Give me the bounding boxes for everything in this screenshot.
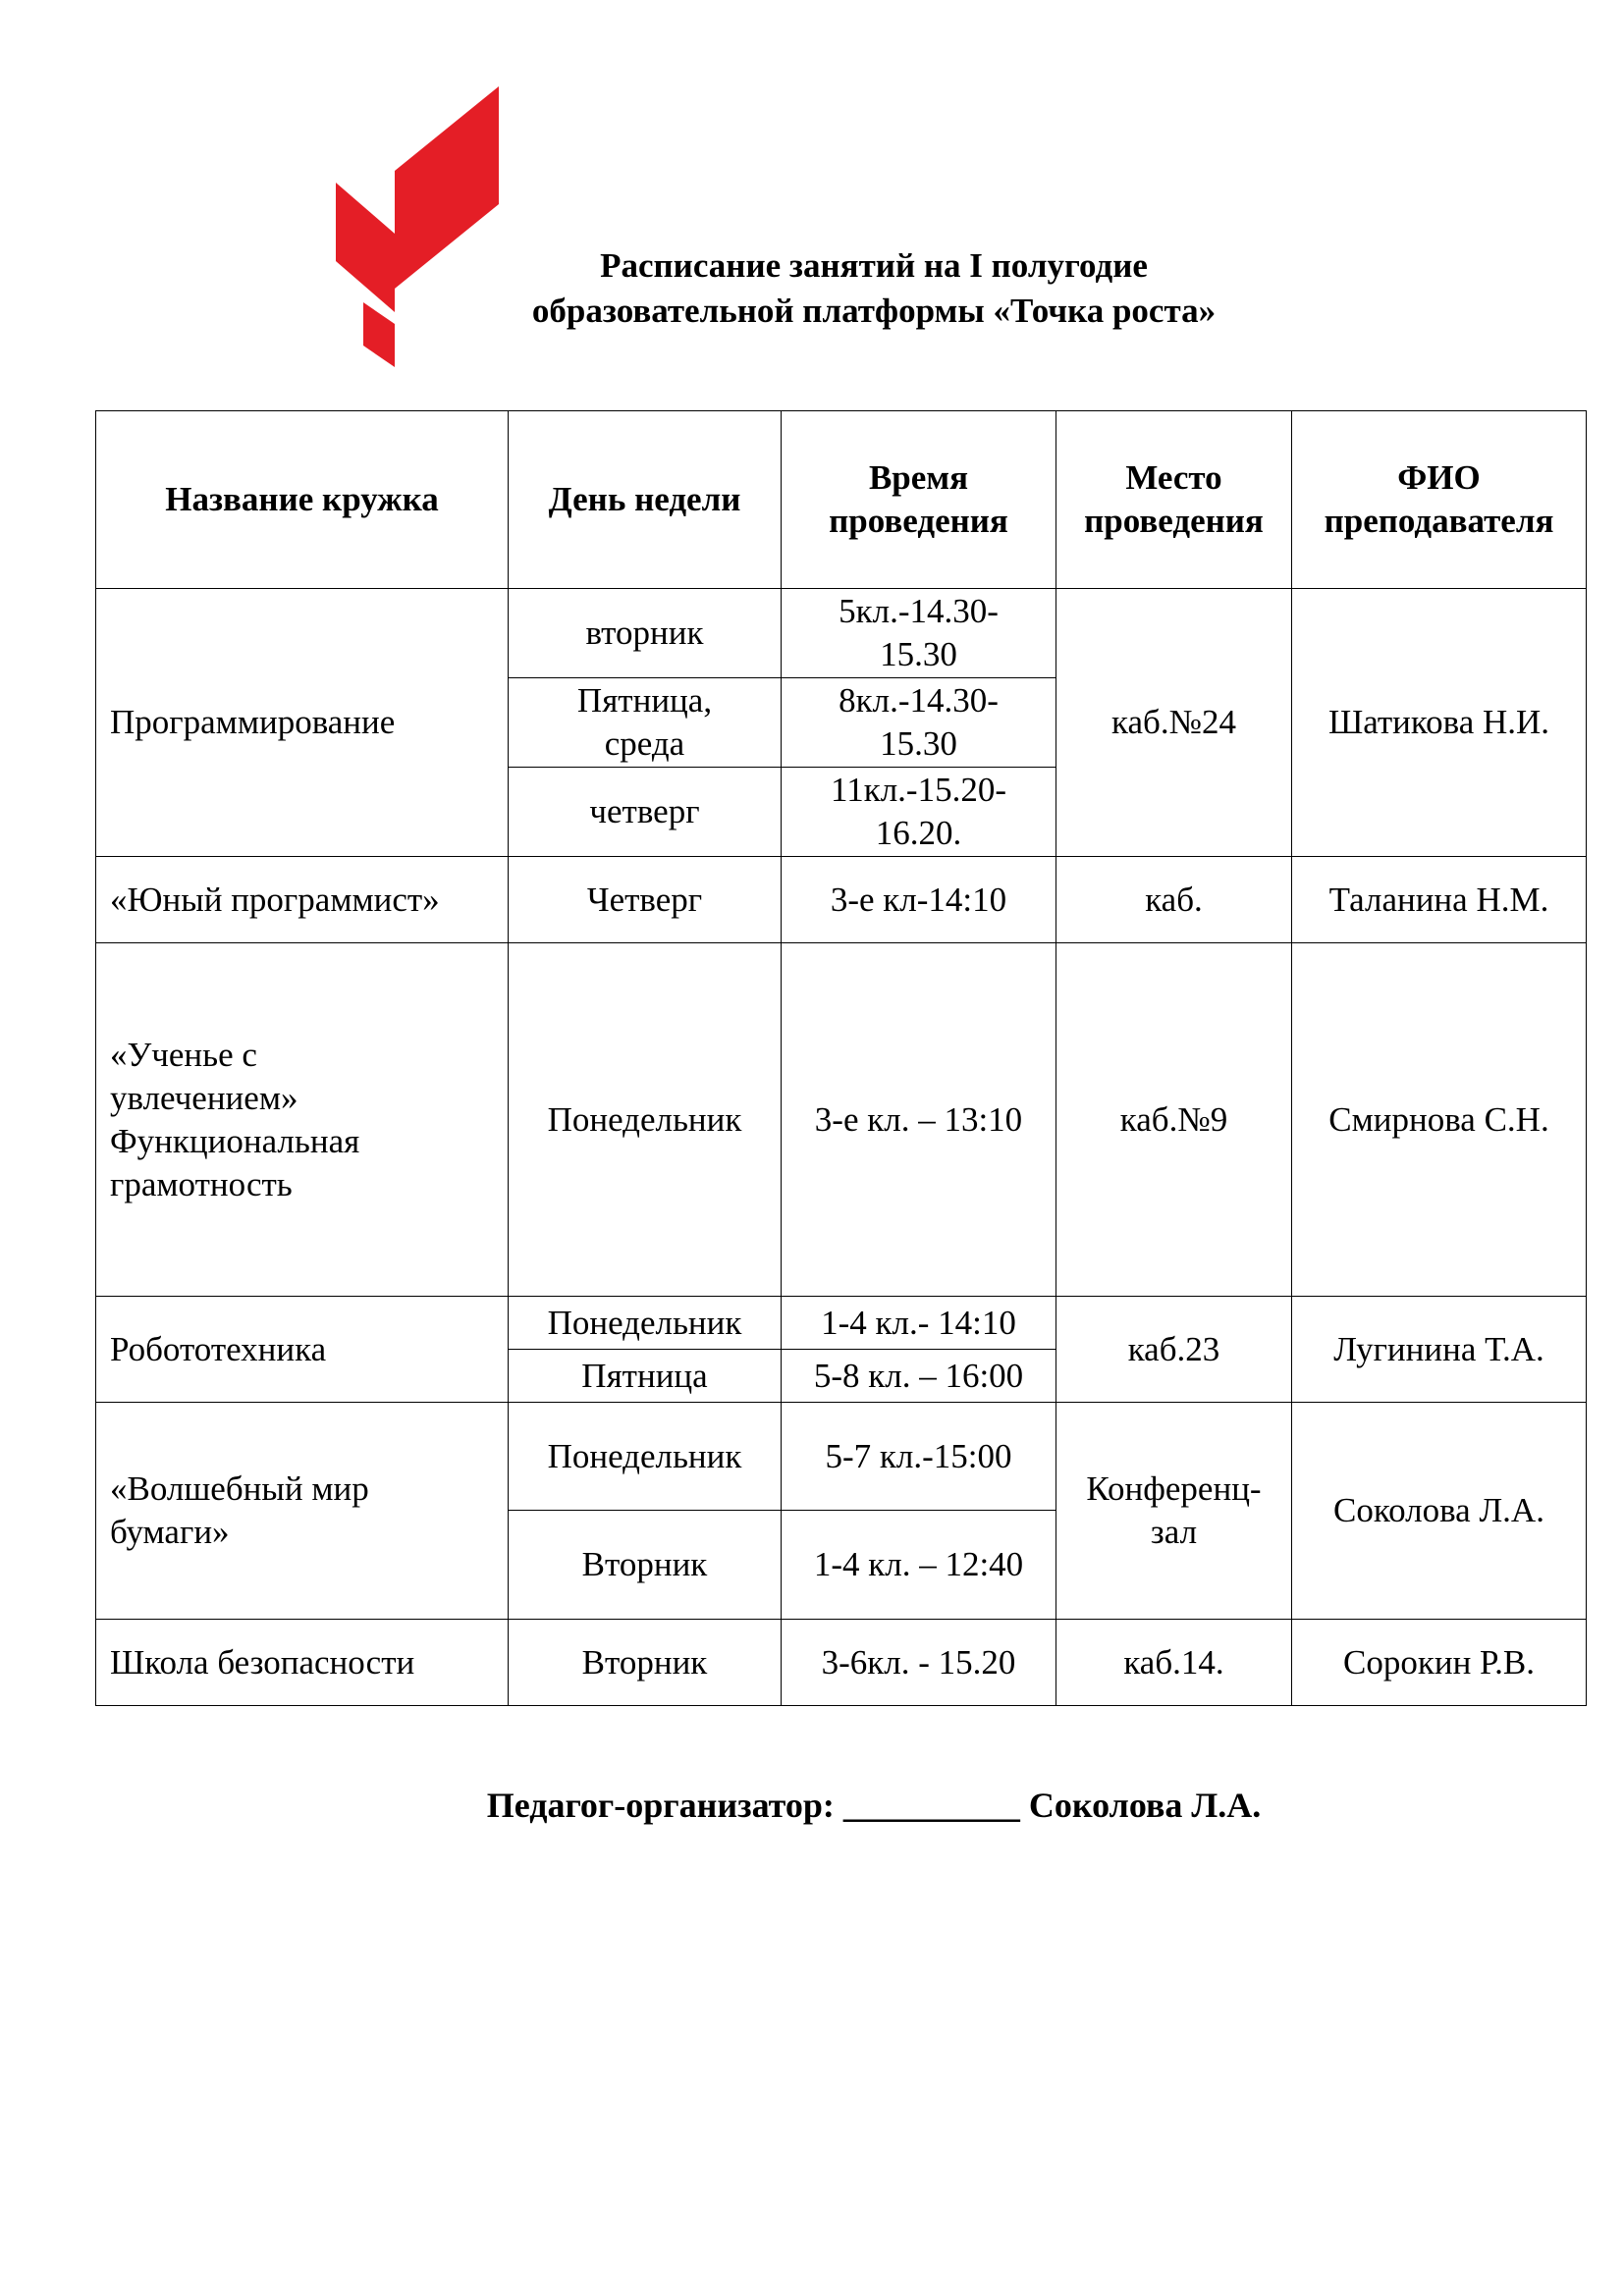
header-place: Место проведения [1056,411,1292,589]
header-name: Название кружка [96,411,509,589]
table-row [96,1297,1587,1350]
time-cell: 5-8 кл. – 16:00 [782,1350,1056,1403]
table-row [96,943,1587,1297]
signature-label: Педагог-организатор: [486,1786,835,1825]
club-name: Программирование [96,589,509,857]
club-name: «Ученье с увлечением» Функциональная грамотность [96,943,509,1297]
teacher-cell: Соколова Л.А. [1292,1403,1587,1620]
teacher-cell: Сорокин Р.В. [1292,1620,1587,1706]
day-cell: Вторник [509,1620,782,1706]
time-cell: 3-6кл. - 15.20 [782,1620,1056,1706]
time-cell: 3-е кл. – 13:10 [782,943,1056,1297]
time-cell: 11кл.-15.20- 16.20. [782,768,1056,857]
place-cell: каб.№9 [1056,943,1292,1297]
signature-block [0,1785,1624,1826]
day-cell: Понедельник [509,943,782,1297]
teacher-cell: Таланина Н.М. [1292,857,1587,943]
place-cell: каб. [1056,857,1292,943]
header-day: День недели [509,411,782,589]
day-cell: вторник [509,589,782,678]
time-cell: 5кл.-14.30- 15.30 [782,589,1056,678]
day-cell: Пятница [509,1350,782,1403]
place-cell: каб.№24 [1056,589,1292,857]
signature-line: __________ [842,1786,1020,1825]
club-name: Робототехника [96,1297,509,1403]
schedule-table [95,410,1587,1706]
header-teacher: ФИО преподавателя [1292,411,1587,589]
club-name: «Юный программист» [96,857,509,943]
time-cell: 3-е кл-14:10 [782,857,1056,943]
day-cell: Понедельник [509,1297,782,1350]
table-header-row [96,411,1587,589]
page-title [383,243,1365,334]
club-name: «Волшебный мир бумаги» [96,1403,509,1620]
place-cell: Конференц- зал [1056,1403,1292,1620]
time-cell: 1-4 кл. – 12:40 [782,1511,1056,1620]
table-row [96,1620,1587,1706]
day-cell: четверг [509,768,782,857]
teacher-cell: Шатикова Н.И. [1292,589,1587,857]
table-row [96,857,1587,943]
signature-name: Соколова Л.А. [1028,1786,1262,1825]
day-cell: Вторник [509,1511,782,1620]
place-cell: каб.23 [1056,1297,1292,1403]
teacher-cell: Смирнова С.Н. [1292,943,1587,1297]
teacher-cell: Лугинина Т.А. [1292,1297,1587,1403]
day-cell: Понедельник [509,1403,782,1511]
place-cell: каб.14. [1056,1620,1292,1706]
header-time: Время проведения [782,411,1056,589]
time-cell: 8кл.-14.30- 15.30 [782,678,1056,768]
day-cell: Четверг [509,857,782,943]
club-name: Школа безопасности [96,1620,509,1706]
table-row [96,1403,1587,1511]
title-line-1: Расписание занятий на I полугодие [600,246,1148,285]
day-cell: Пятница, среда [509,678,782,768]
time-cell: 5-7 кл.-15:00 [782,1403,1056,1511]
time-cell: 1-4 кл.- 14:10 [782,1297,1056,1350]
title-line-2: образовательной платформы «Точка роста» [531,292,1217,330]
table-row [96,589,1587,678]
